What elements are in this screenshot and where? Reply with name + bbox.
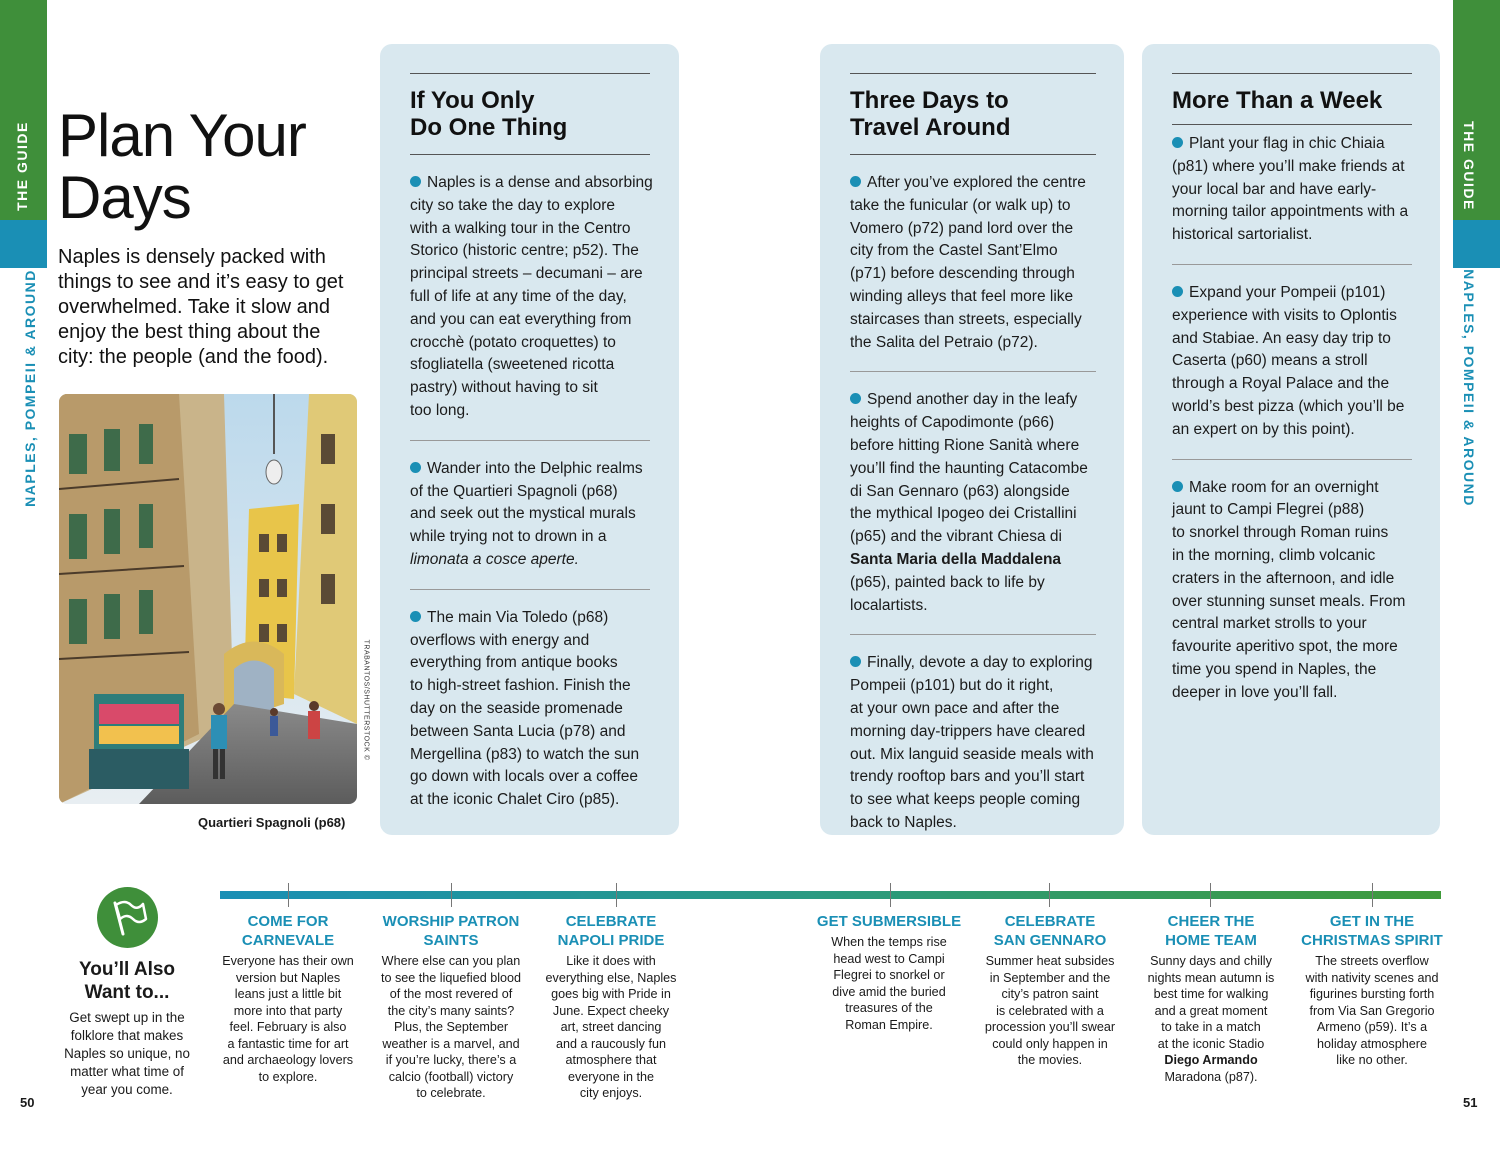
event-line: art, street dancing	[560, 1020, 662, 1034]
item-line: Wander into the Delphic realms	[427, 459, 643, 477]
right-region-label: NAPLES, POMPEII & AROUND	[1461, 269, 1477, 507]
item-line: Naples is a dense and absorbing	[427, 174, 653, 191]
box-heading-line: Travel Around	[850, 114, 1011, 141]
box-heading-line: More Than a Week	[1172, 87, 1383, 114]
item-line: and Stabiae. An easy day trip to	[1172, 329, 1391, 347]
event-line: if you’re lucky, there’s a	[385, 1053, 517, 1067]
box-heading	[1172, 87, 1412, 114]
right-region-tab	[1453, 220, 1500, 268]
bullet-dot-icon	[850, 393, 861, 404]
event-heading: CELEBRATE	[1004, 913, 1096, 930]
also-line: Naples so unique, no	[64, 1046, 190, 1061]
event-line: could only happen in	[992, 1036, 1108, 1051]
also-line: folklore that makes	[70, 1028, 184, 1043]
event-heading: SAINTS	[423, 932, 479, 949]
box-item	[850, 371, 1096, 634]
item-line: experience with visits to Oplontis	[1172, 306, 1397, 324]
bullet-dot-icon	[1172, 137, 1183, 148]
event-line: Where else can you plan	[381, 954, 521, 968]
box-item	[850, 634, 1096, 851]
event-heading: CELEBRATE	[565, 913, 657, 930]
item-line: Santa Maria della Maddalena	[850, 550, 1062, 568]
bullet-dot-icon	[850, 176, 861, 187]
item-line: morning tailor appointments with a	[1172, 203, 1409, 221]
item-line: Plant your flag in chic Chiaia	[1189, 135, 1385, 152]
event-line: from Via San Gregorio	[1309, 1003, 1435, 1018]
item-line: principal streets – decumani – are	[410, 265, 643, 283]
item-line: localartists.	[850, 596, 928, 614]
item-line: sfogliatella (sweetened ricotta	[410, 356, 615, 374]
also-heading	[79, 958, 175, 1004]
also-heading-line: Want to...	[84, 982, 170, 1003]
event-line: calcio (football) victory	[388, 1069, 514, 1084]
item-line: time you spend in Naples, the	[1172, 660, 1377, 678]
photo-caption: Quartieri Spagnoli (p68)	[198, 815, 346, 830]
item-line: of the Quartieri Spagnoli (p68)	[410, 482, 618, 500]
bullet-dot-icon	[1172, 286, 1183, 297]
event-line: to take in a match	[1161, 1020, 1261, 1034]
event-line: version but Naples	[235, 970, 341, 985]
box-heading-line: If You Only	[410, 87, 535, 114]
item-line: (p65), painted back to life by	[850, 573, 1045, 591]
item-line: to high-street fashion. Finish the	[410, 677, 631, 695]
event-heading: GET SUBMERSIBLE	[816, 913, 962, 930]
box-heading	[410, 87, 650, 141]
event-line: best time for walking	[1153, 987, 1269, 1001]
event-heading: COME FOR	[247, 913, 329, 930]
right-guide-label: THE GUIDE	[1461, 121, 1477, 211]
item-line: overflows with energy and	[410, 631, 590, 649]
item-line: while trying not to drown in a	[410, 528, 607, 546]
event-line: to explore.	[258, 1069, 318, 1084]
item-line: Make room for an overnight	[1189, 478, 1379, 496]
page-title-line: Plan Your	[58, 102, 306, 169]
event-line: Flegrei to snorkel or	[833, 968, 945, 982]
event-line: at the iconic Stadio	[1157, 1036, 1265, 1051]
event-line: Everyone has their own	[222, 954, 354, 968]
event-line: Summer heat subsides	[985, 954, 1115, 968]
timeline-event-pride	[546, 912, 677, 1102]
box-more-than-week	[1142, 44, 1440, 835]
flag-icon	[97, 887, 158, 948]
event-line: Like it does with	[566, 954, 656, 968]
item-line: craters in the afternoon, and idle	[1172, 569, 1395, 587]
item-line: before hitting Rione Sanità where	[850, 436, 1080, 454]
event-line: in September and the	[989, 970, 1111, 985]
left-guide-label: THE GUIDE	[14, 121, 30, 211]
item-line: world’s best pizza (which you’ll be	[1172, 397, 1405, 415]
item-line: Mergellina (p83) to watch the sun	[410, 745, 640, 763]
item-line: favourite aperitivo spot, the more	[1172, 638, 1398, 656]
box-item	[410, 155, 653, 440]
event-line: a fantastic time for art	[227, 1036, 349, 1051]
item-line: through a Royal Palace and the	[1172, 375, 1390, 393]
intro-text	[58, 245, 358, 370]
divider	[410, 73, 650, 74]
item-line: (p71) before descending through	[850, 265, 1075, 283]
divider	[1172, 73, 1412, 74]
event-line: Maradona (p87).	[1164, 1069, 1258, 1084]
bullet-dot-icon	[410, 611, 421, 622]
event-line: and a raucously fun	[556, 1036, 666, 1051]
item-line: the Salita del Petraio (p72).	[850, 333, 1038, 351]
item-line: between Santa Lucia (p78) and	[410, 722, 626, 740]
event-line: Roman Empire.	[845, 1017, 933, 1032]
item-line: staircases than streets, especially	[850, 310, 1082, 328]
bullet-dot-icon	[850, 656, 861, 667]
event-line: the city’s many saints?	[387, 1003, 515, 1018]
box-item	[850, 155, 1096, 371]
box-item	[410, 440, 650, 589]
event-line: atmosphere that	[565, 1053, 657, 1067]
event-line: dive amid the buried	[832, 984, 946, 999]
item-line: Pompeii (p101) but do it right,	[850, 677, 1054, 695]
item-line: trendy rooftop bars and you’ll start	[850, 768, 1085, 786]
item-line: everything from antique books	[410, 654, 618, 672]
event-line: is celebrated with a	[996, 1003, 1104, 1018]
item-line: After you’ve explored the centre	[867, 174, 1086, 191]
item-line: pastry) without having to sit	[410, 379, 598, 397]
event-line: like no other.	[1336, 1053, 1408, 1067]
also-line: Get swept up in the	[69, 1010, 185, 1025]
bullet-dot-icon	[410, 176, 421, 187]
event-line: the movies.	[1017, 1053, 1083, 1067]
event-heading: GET IN THE	[1329, 913, 1415, 930]
item-line: Finally, devote a day to exploring	[867, 654, 1093, 672]
event-line: Armeno (p59). It’s a	[1316, 1020, 1428, 1034]
item-line: to see what keeps people coming	[850, 791, 1081, 809]
divider	[850, 73, 1096, 74]
timeline-tick	[890, 883, 891, 907]
event-line: to celebrate.	[416, 1086, 486, 1100]
also-text	[64, 1009, 190, 1099]
item-line: out. Mix languid seaside meals with	[850, 745, 1094, 763]
item-line: city from the Castel Sant’Elmo	[850, 242, 1058, 260]
event-line: treasures of the	[845, 1001, 933, 1015]
event-line: figurines bursting forth	[1309, 987, 1435, 1001]
item-line: you’ll find the haunting Catacombe	[850, 459, 1088, 477]
event-line: nights mean autumn is	[1147, 970, 1275, 985]
event-line: weather is a marvel, and	[382, 1036, 520, 1051]
event-line: The streets overflow	[1315, 954, 1429, 968]
event-line: feel. February is also	[229, 1020, 347, 1034]
item-line: an expert on by this point).	[1172, 420, 1355, 438]
item-line: with a walking tour in the Centro	[410, 219, 631, 237]
right-page-number: 51	[1463, 1095, 1478, 1110]
timeline-tick	[451, 883, 452, 907]
event-line: head west to Campi	[833, 951, 945, 966]
event-line: When the temps rise	[831, 935, 947, 949]
timeline-bar	[220, 891, 1441, 899]
timeline-event-san-gennaro	[985, 912, 1115, 1069]
item-line: go down with locals over a coffee	[410, 768, 639, 786]
timeline-event-submersible	[817, 912, 961, 1033]
item-line: your local bar and have early-	[1172, 180, 1377, 198]
event-line: city’s patron saint	[1001, 987, 1099, 1001]
item-line: deeper in love you’ll fall.	[1172, 683, 1338, 701]
event-line: more into that party	[233, 1003, 343, 1018]
event-line: goes big with Pride in	[551, 987, 671, 1001]
box-heading-line: Three Days to	[850, 87, 1009, 114]
box-heading-line: Do One Thing	[410, 114, 568, 141]
item-line: back to Naples.	[850, 813, 957, 831]
item-line: heights of Capodimonte (p66)	[850, 414, 1055, 432]
event-line: with nativity scenes and	[1305, 970, 1439, 985]
item-line: (p65) and the vibrant Chiesa di	[850, 528, 1062, 546]
also-line: year you come.	[81, 1082, 173, 1097]
box-item	[1172, 125, 1412, 264]
item-line: to snorkel through Roman ruins	[1172, 524, 1389, 542]
event-line: June. Expect cheeky	[552, 1003, 670, 1018]
item-line: day on the seaside promenade	[410, 699, 623, 717]
box-three-days	[820, 44, 1124, 835]
page-title-line: Days	[58, 164, 191, 231]
event-heading: WORSHIP PATRON	[382, 913, 520, 930]
bullet-dot-icon	[1172, 481, 1183, 492]
item-line: morning day-trippers have cleared	[850, 722, 1086, 740]
box-heading	[850, 87, 1096, 141]
intro-line: Naples is densely packed with	[58, 246, 326, 268]
event-heading: CARNEVALE	[241, 932, 335, 949]
event-line: to see the liquefied blood	[380, 970, 522, 985]
item-line: take the funicular (or walk up) to	[850, 196, 1071, 214]
item-line: the mythical Ipogeo dei Cristallini	[850, 505, 1077, 523]
timeline-event-christmas	[1301, 912, 1443, 1069]
item-line: at your own pace and after the	[850, 699, 1060, 717]
item-line: Caserta (p60) means a stroll	[1172, 352, 1368, 370]
item-line: Spend another day in the leafy	[867, 391, 1078, 409]
item-line: full of life at any time of the day,	[410, 287, 627, 305]
box-item	[1172, 459, 1412, 722]
item-line: too long.	[410, 401, 470, 419]
event-line: and a great moment	[1154, 1003, 1268, 1018]
event-line: city enjoys.	[579, 1086, 643, 1100]
box-one-thing	[380, 44, 679, 835]
page-title	[58, 102, 306, 231]
item-line: historical sartorialist.	[1172, 226, 1313, 244]
event-heading: NAPOLI PRIDE	[557, 932, 665, 949]
timeline-tick	[1210, 883, 1211, 907]
timeline-event-home-team	[1148, 912, 1275, 1085]
event-heading: CHRISTMAS SPIRIT	[1301, 932, 1443, 949]
item-line: and you can eat everything from	[410, 310, 632, 328]
event-line: Sunny days and chilly	[1150, 954, 1272, 968]
event-heading: CHEER THE	[1167, 913, 1255, 930]
street-photo	[59, 394, 357, 804]
event-line: and archaeology lovers	[222, 1053, 354, 1067]
timeline-event-carnevale	[222, 912, 354, 1085]
bullet-dot-icon	[410, 462, 421, 473]
event-line: leans just a little bit	[234, 987, 342, 1001]
intro-line: things to see and it’s easy to get	[58, 271, 344, 293]
event-line: of the most revered of	[389, 987, 513, 1001]
event-heading: HOME TEAM	[1165, 932, 1257, 949]
item-line: Storico (historic centre; p52). The	[410, 242, 639, 260]
item-line: in the morning, climb volcanic	[1172, 546, 1376, 564]
box-item	[410, 589, 650, 829]
item-line: limonata a cosce aperte.	[410, 550, 579, 568]
item-line: crocchè (potato croquettes) to	[410, 333, 616, 351]
item-line: central market strolls to your	[1172, 615, 1367, 633]
event-line: Diego Armando	[1164, 1053, 1258, 1067]
item-line: (p81) where you’ll make friends at	[1172, 157, 1405, 175]
item-line: over stunning sunset meals. From	[1172, 592, 1406, 610]
left-page-number: 50	[20, 1095, 35, 1110]
item-line: The main Via Toledo (p68)	[427, 608, 609, 626]
timeline-tick	[1049, 883, 1050, 907]
intro-line: city: the people (and the food).	[58, 346, 329, 368]
box-item	[1172, 264, 1412, 459]
event-line: everything else, Naples	[545, 970, 677, 985]
intro-line: overwhelmed. Take it slow and	[58, 296, 330, 318]
item-line: and seek out the mystical murals	[410, 505, 636, 523]
event-line: procession you’ll swear	[984, 1020, 1116, 1034]
intro-line: enjoy the best thing about the	[58, 321, 321, 343]
left-region-label: NAPLES, POMPEII & AROUND	[22, 269, 38, 507]
left-region-tab	[0, 220, 47, 268]
also-line: matter what time of	[70, 1064, 184, 1079]
item-line: city so take the day to explore	[410, 196, 616, 214]
timeline-tick	[616, 883, 617, 907]
timeline-event-patron-saints	[381, 912, 521, 1102]
photo-credit: TRABANTOS/SHUTTERSTOCK ©	[362, 639, 370, 761]
timeline-tick	[288, 883, 289, 907]
event-line: holiday atmosphere	[1317, 1036, 1427, 1051]
event-heading: SAN GENNARO	[993, 932, 1107, 949]
item-line: at the iconic Chalet Ciro (p85).	[410, 791, 620, 809]
event-line: Plus, the September	[393, 1020, 509, 1034]
item-line: Vomero (p72) pand lord over the	[850, 219, 1074, 237]
item-line: Expand your Pompeii (p101)	[1189, 283, 1386, 301]
timeline-tick	[1372, 883, 1373, 907]
item-line: jaunt to Campi Flegrei (p88)	[1172, 501, 1365, 519]
item-line: winding alleys that feel more like	[850, 287, 1074, 305]
also-heading-line: You’ll Also	[78, 959, 176, 980]
item-line: di San Gennaro (p63) alongside	[850, 482, 1070, 500]
event-line: everyone in the	[567, 1069, 655, 1084]
